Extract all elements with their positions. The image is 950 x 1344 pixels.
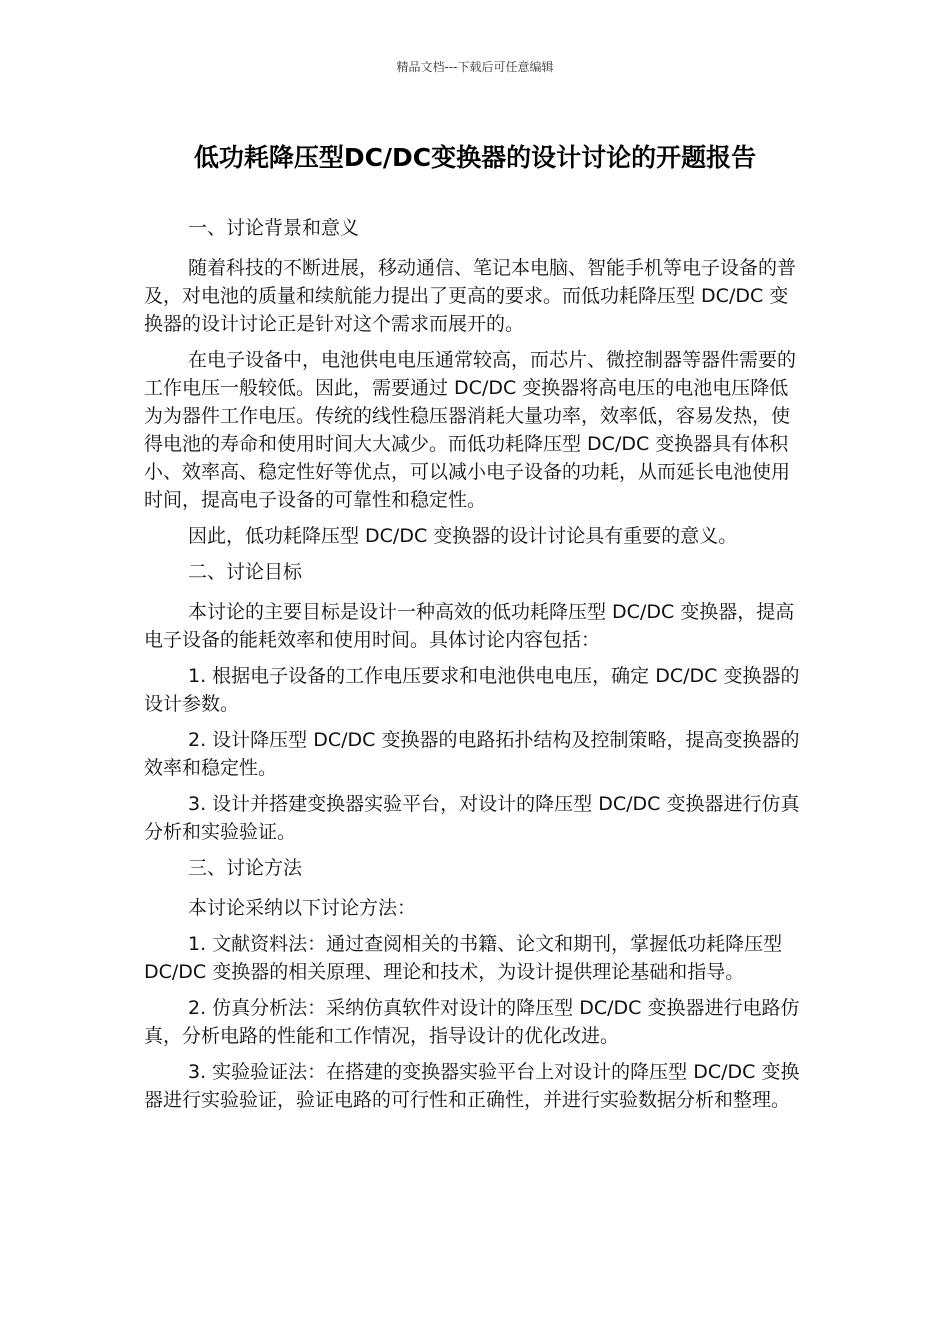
list-item: 3. 设计并搭建变换器实验平台，对设计的降压型 DC/DC 变换器进行仿真分析和实验验证。 xyxy=(144,793,800,843)
paragraph: 本讨论的主要目标是设计一种高效的低功耗降压型 DC/DC 变换器，提高电子设备的能耗效率和使用时间。具体讨论内容包括： xyxy=(144,601,795,651)
section-heading-background: 一、讨论背景和意义 xyxy=(188,217,360,239)
list-item: 3. 实验验证法：在搭建的变换器实验平台上对设计的降压型 DC/DC 变换器进行实验验证，验证电路的可行性和正确性，并进行实验数据分析和整理。 xyxy=(144,1061,800,1111)
document-body xyxy=(144,214,800,1122)
section-heading-goals: 二、讨论目标 xyxy=(188,561,303,583)
document-title: 低功耗降压型DC/DC变换器的设计讨论的开题报告 xyxy=(193,143,757,172)
list-item: 2. 仿真分析法：采纳仿真软件对设计的降压型 DC/DC 变换器进行电路仿真，分析电路的性能和工作情况，指导设计的优化改进。 xyxy=(144,997,800,1047)
list-item: 1. 根据电子设备的工作电压要求和电池供电电压，确定 DC/DC 变换器的设计参数。 xyxy=(144,665,800,715)
paragraph: 本讨论采纳以下讨论方法： xyxy=(188,897,417,919)
list-item: 2. 设计降压型 DC/DC 变换器的电路拓扑结构及控制策略，提高变换器的效率和稳定性。 xyxy=(144,729,800,779)
paragraph: 在电子设备中，电池供电电压通常较高，而芯片、微控制器等器件需要的工作电压一般较低。因此，需要通过 DC/DC 变换器将高电压的电池电压降低为为器件工作电压。传统的线性稳压器消耗大量功率，效率低，容易发热，使得电池的寿命和使用时间大大减少。而低功耗降压型 DC/DC 变换器具有体积小、效率高、稳定性好等优点，可以减小电子设备的功耗，从而延长电池使用时间，提高电子设备的可靠性和稳定性。 xyxy=(144,349,797,511)
section-heading-methods: 三、讨论方法 xyxy=(188,857,303,879)
paragraph: 因此，低功耗降压型 DC/DC 变换器的设计讨论具有重要的意义。 xyxy=(188,525,738,547)
list-item: 1. 文献资料法：通过查阅相关的书籍、论文和期刊，掌握低功耗降压型 DC/DC 变换器的相关原理、理论和技术，为设计提供理论基础和指导。 xyxy=(144,933,783,983)
paragraph: 随着科技的不断进展，移动通信、笔记本电脑、智能手机等电子设备的普及，对电池的质量和续航能力提出了更高的要求。而低功耗降压型 DC/DC 变换器的设计讨论正是针对这个需求而展开的。 xyxy=(144,257,797,335)
page-header-note: 精品文档---下载后可任意编辑 xyxy=(396,60,554,74)
